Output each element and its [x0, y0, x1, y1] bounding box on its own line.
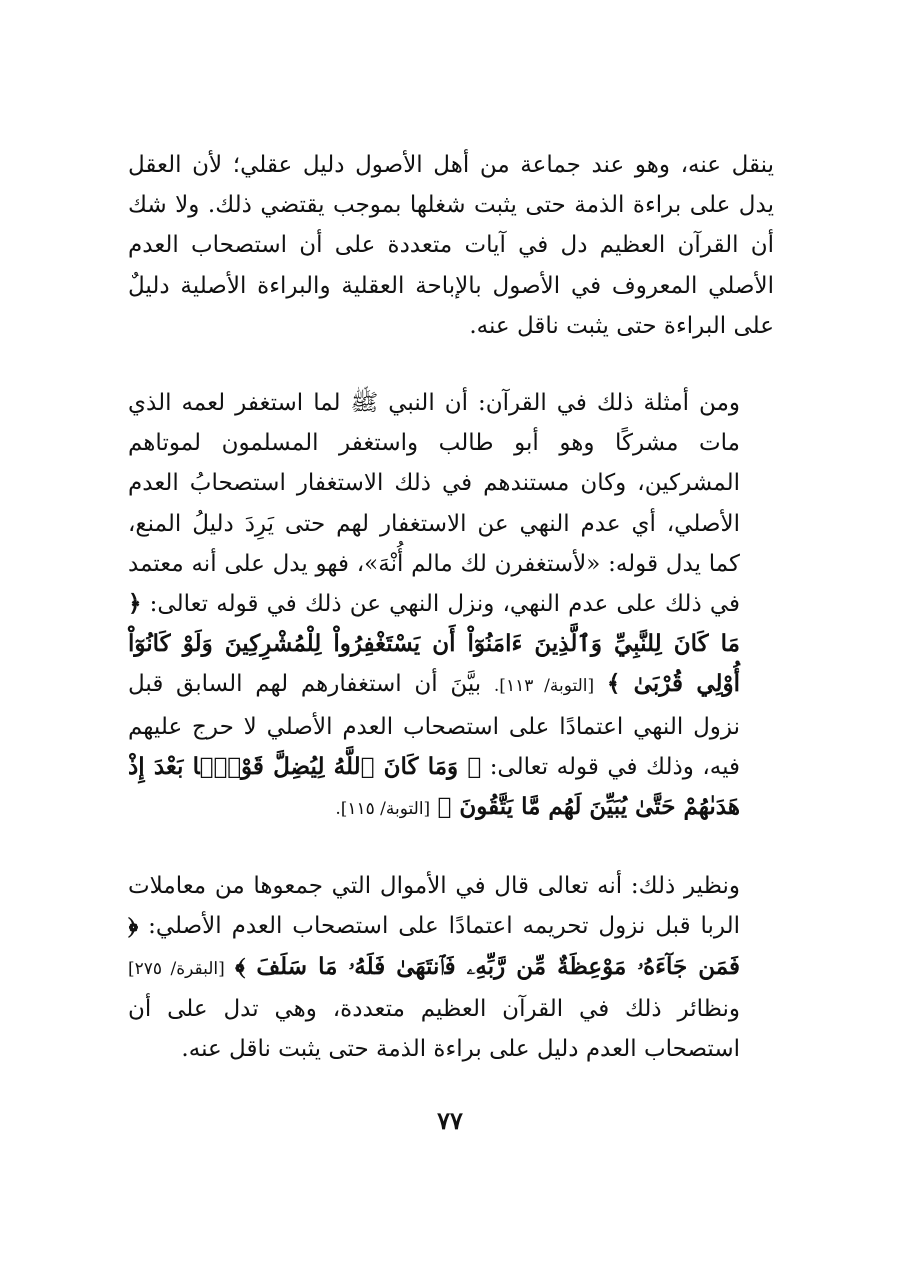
paragraph-2-text-1: ومن أمثلة ذلك في القرآن: أن النبي ﷺ لما استغفر لعمه الذي مات مشركًا وهو أبو طالب واستغفر المسلمون لموتاهم المشركين، وكان مستندهم في ذلك الاستغفار استصحابُ العدم الأصلي، أي عدم النهي عن الاستغفار لهم حتى يَرِدَ دليلُ المنع، كما يدل قوله: «لأستغفرن لك مالم أُنْهَ»، فهو يدل على أنه معتمد في ذلك على عدم النهي، ونزل النهي عن ذلك في قوله تعالى: [128, 390, 741, 618]
verse-reference-tawba-113: [التوبة/ ١١٣]. [493, 676, 595, 697]
paragraph-2 [128, 383, 774, 829]
paragraph-3 [128, 866, 774, 1069]
quran-verse-tawba-115: ﴿ وَمَا كَانَ ٱللَّهُ لِيُضِلَّ قَوْمًۢا بَعْدَ إِذْ هَدَىٰهُمْ حَتَّىٰ يُبَيِّنَ لَهُم مَّا يَتَّقُونَ ﴾ [128, 752, 740, 821]
verse-reference-baqara-275: [البقرة/ ٢٧٥] [128, 958, 225, 979]
page-number: ٧٧ [437, 1106, 463, 1135]
paragraph-2-text-2: بيَّنَ أن استغفارهم لهم السابق قبل نزول النهي اعتمادًا على استصحاب العدم الأصلي لا حرج عليهم فيه، وذلك في قوله تعالى: [128, 671, 741, 780]
paragraph-3-text-1: ونظير ذلك: أنه تعالى قال في الأموال التي جمعوها من معاملات الربا قبل نزول تحريمه اعتمادًا على استصحاب العدم الأصلي: [128, 873, 740, 940]
quran-verse-tawba-113: ﴿ مَا كَانَ لِلنَّبِيِّ وَٱلَّذِينَ ءَامَنُوٓاْ أَن يَسْتَغْفِرُواْ لِلْمُشْرِكِينَ وَلَوْ كَانُوٓاْ أُوْلِي قُرْبَىٰ ﴾ [128, 590, 740, 698]
quran-verse-baqara-275: ﴿ فَمَن جَآءَهُۥ مَوْعِظَةٌ مِّن رَّبِّهِۦ فَٱنتَهَىٰ فَلَهُۥ مَا سَلَفَ ﴾ [128, 912, 741, 980]
paragraph-1: ينقل عنه، وهو عند جماعة من أهل الأصول دليل عقلي؛ لأن العقل يدل على براءة الذمة حتى يثبت شغلها بموجب يقتضي ذلك. ولا شك أن القرآن العظيم دل في آيات متعددة على أن استصحاب العدم الأصلي المعروف في الأصول بالإباحة العقلية والبراءة الأصلية دليلٌ على البراءة حتى يثبت ناقل عنه. [128, 152, 774, 339]
verse-reference-tawba-115: [التوبة/ ١١٥]. [335, 799, 431, 820]
page-body [128, 145, 774, 1069]
paragraph-3-text-2: ونظائر ذلك في القرآن العظيم متعددة، وهي تدل على أن استصحاب العدم دليل على براءة الذمة حتى يثبت ناقل عنه. [128, 995, 740, 1063]
